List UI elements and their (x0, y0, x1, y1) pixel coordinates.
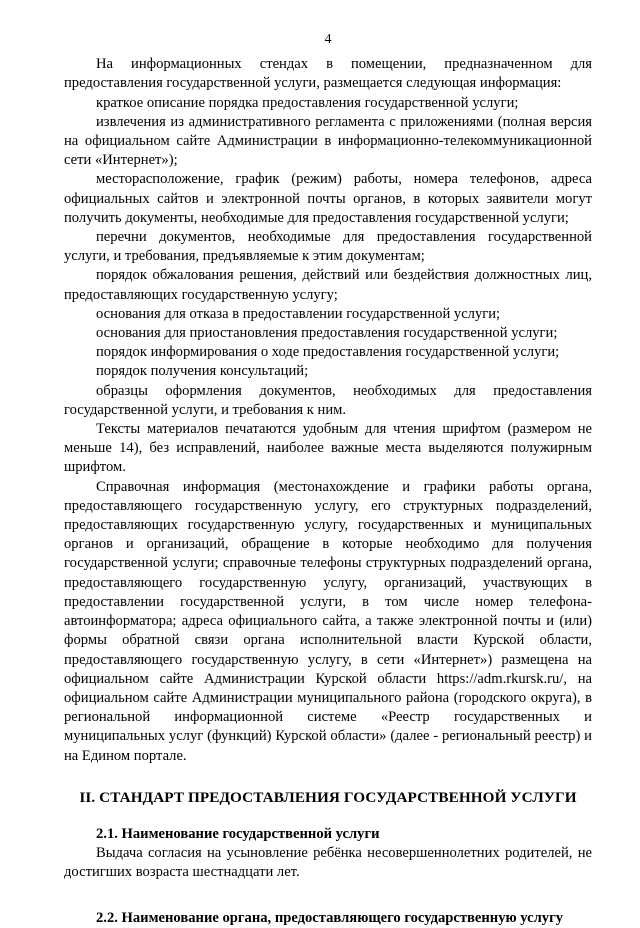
page-number: 4 (324, 32, 332, 47)
paragraph: порядок информирования о ходе предоставления государственной услуги; (96, 344, 560, 361)
section-title: II. СТАНДАРТ ПРЕДОСТАВЛЕНИЯ ГОСУДАРСТВЕННОЙ УСЛУГИ (79, 788, 577, 806)
paragraph: основания для отказа в предоставлении государственной услуги; (96, 305, 501, 322)
paragraph: Выдача согласия на усыновление ребёнка несовершеннолетних родителей, не достигших возраста шестнадцати лет. (64, 845, 592, 881)
paragraph: Справочная информация (местонахождение и графики работы органа, предоставляющего государственную услугу, его структурных подразделений, предоставляющих государственную услугу, государственных и муниципальных органов и организаций, обращение в которые необходимо для получения государственной услуги; справочные телефоны структурных подразделений органа, предоставляющего государственную услугу, организаций, участвующих в предоставлении государственной услуги, в том числе номер телефона-автоинформатора; адреса официального сайта, а также электронной почты и (или) формы обратной связи органа исполнительной власти Курской области, предоставляющего государственную услугу, в сети «Интернет») размещена на официальном сайте Администрации Курской области https://adm.rkursk.ru/, на официальном сайте Администрации муниципального района (городского округа), в региональной информационной системе «Реестр государственных и муниципальных услуг (функций) Курской области» (далее - региональный реестр) и на Едином портале. (64, 478, 592, 764)
paragraph: краткое описание порядка предоставления государственной услуги; (96, 94, 519, 111)
document-page (64, 30, 592, 928)
paragraph: Тексты материалов печатаются удобным для чтения шрифтом (размером не меньше 14), без исправлений, наиболее важные места выделяются полужирным шрифтом. (64, 421, 592, 476)
paragraph: основания для приостановления предоставления государственной услуги; (96, 325, 558, 342)
paragraph: перечни документов, необходимые для предоставления государственной услуги, и требования, предъявляемые к этим документам; (64, 229, 592, 265)
subsection-heading: 2.2. Наименование органа, предоставляющего государственную услугу (96, 909, 564, 926)
paragraph: порядок обжалования решения, действий или бездействия должностных лиц, предоставляющих государственную услугу; (64, 267, 592, 303)
paragraph: порядок получения консультаций; (96, 363, 309, 380)
paragraph: извлечения из административного регламента с приложениями (полная версия на официальном сайте Администрации в информационно-телекоммуникационной сети «Интернет»); (64, 113, 592, 169)
paragraph: образцы оформления документов, необходимых для предоставления государственной услуги, и требования к ним. (64, 382, 592, 418)
paragraph: На информационных стендах в помещении, предназначенном для предоставления государственной услуги, размещается следующая информация: (64, 56, 592, 92)
paragraph: месторасположение, график (режим) работы, номера телефонов, адреса официальных сайтов и электронной почты органов, в которых заявители могут получить документы, необходимые для предоставления государственной услуги; (64, 171, 592, 226)
subsection-heading: 2.1. Наименование государственной услуги (96, 825, 380, 842)
